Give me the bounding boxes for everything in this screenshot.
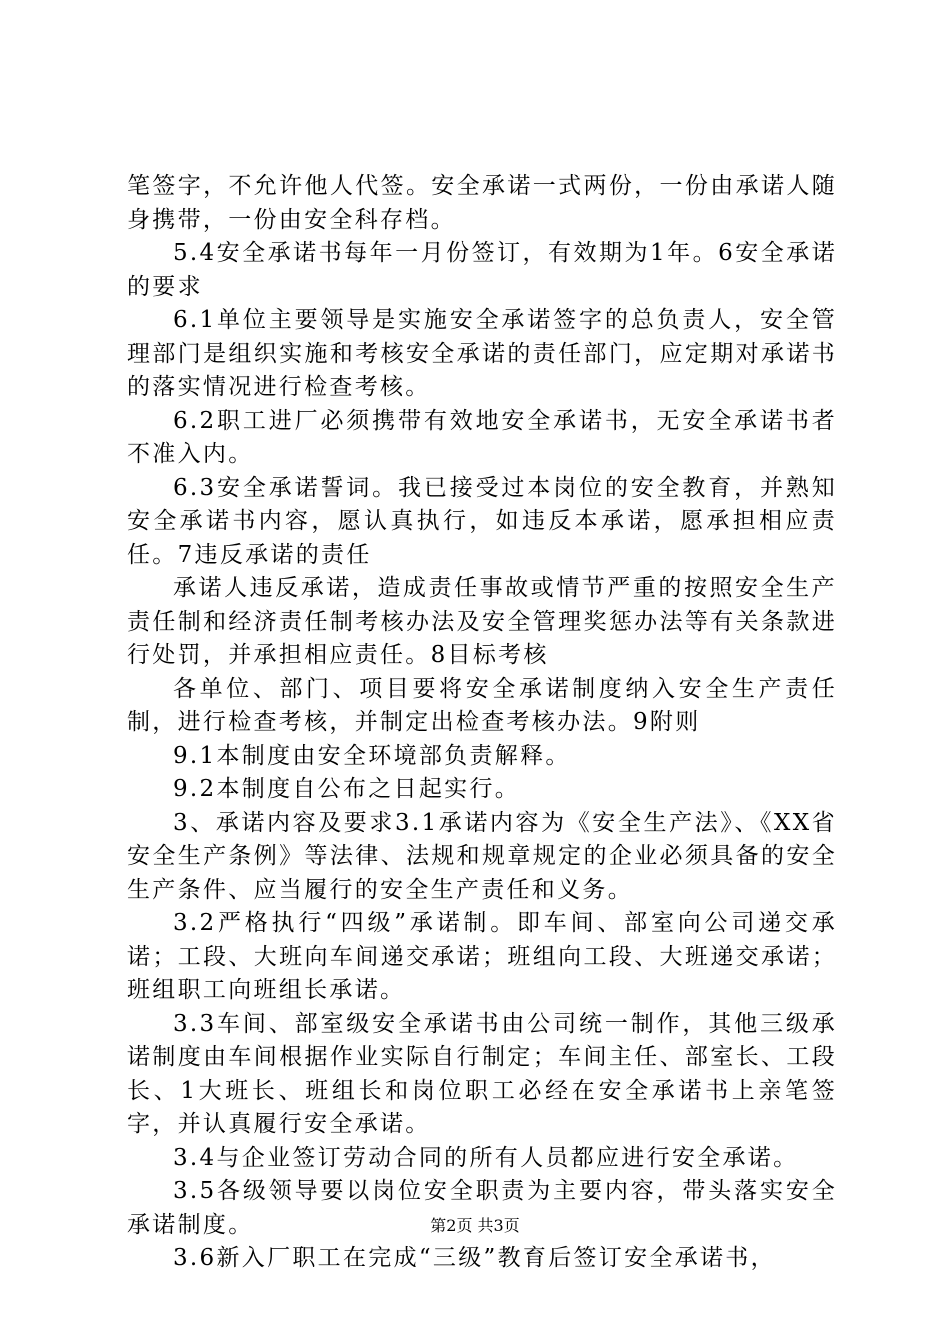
paragraph-3-6: 3.6新入厂职工在完成“三级”教育后签订安全承诺书，	[173, 1245, 776, 1271]
paragraph-violation: 承诺人违反承诺，造成责任事故或情节严重的按照安全生产责任制和经济责任制考核办法及安全管理奖惩办法等有关条款进行处罚，并承担相应责任。8目标考核	[127, 575, 837, 668]
paragraph-signing-copies: 笔签字，不允许他人代签。安全承诺一式两份，一份由承诺人随身携带，一份由安全科存档。	[127, 173, 837, 233]
paragraph-6-1: 6.1单位主要领导是实施安全承诺签字的总负责人，安全管理部门是组织实施和考核安全承诺的责任部门，应定期对承诺书的落实情况进行检查考核。	[127, 307, 837, 400]
paragraph-3-2: 3.2严格执行“四级”承诺制。即车间、部室向公司递交承诺；工段、大班向车间递交承诺；班组向工段、大班递交承诺；班组职工向班组长承诺。	[127, 910, 837, 1003]
paragraph-3-4: 3.4与企业签订劳动合同的所有人员都应进行安全承诺。	[173, 1144, 799, 1171]
paragraph-6-3: 6.3安全承诺誓词。我已接受过本岗位的安全教育，并熟知安全承诺书内容，愿认真执行，如违反本承诺，愿承担相应责任。7违反承诺的责任	[127, 474, 837, 568]
paragraph-3-3: 3.3车间、部室级安全承诺书由公司统一制作，其他三级承诺制度由车间根据作业实际自行制定；车间主任、部室长、工段长、1大班长、班组长和岗位职工必经在安全承诺书上亲笔签字，并认真履行安全承诺。	[127, 1010, 837, 1137]
page-number-label: 第2页 共3页	[430, 1216, 520, 1235]
page-footer	[0, 1216, 950, 1236]
document-body	[127, 170, 837, 1276]
paragraph-3-5: 3.5各级领导要以岗位安全职责为主要内容，带头落实安全承诺制度。	[127, 1178, 837, 1238]
paragraph-9-2: 9.2本制度自公布之日起实行。	[173, 776, 521, 802]
paragraph-9-1: 9.1本制度由安全环境部负责解释。	[173, 742, 571, 769]
paragraph-6-2: 6.2职工进厂必须携带有效地安全承诺书，无安全承诺书者不准入内。	[127, 407, 837, 467]
paragraph-3-1: 3、承诺内容及要求3.1承诺内容为《安全生产法》、《XX省安全生产条例》等法律、法规和规章规定的企业必须具备的安全生产条件、应当履行的安全生产责任和义务。	[127, 809, 837, 903]
paragraph-assessment: 各单位、部门、项目要将安全承诺制度纳入安全生产责任制，进行检查考核，并制定出检查考核办法。9附则	[127, 675, 837, 735]
paragraph-5-4: 5.4安全承诺书每年一月份签订，有效期为1年。6安全承诺的要求	[127, 240, 837, 300]
